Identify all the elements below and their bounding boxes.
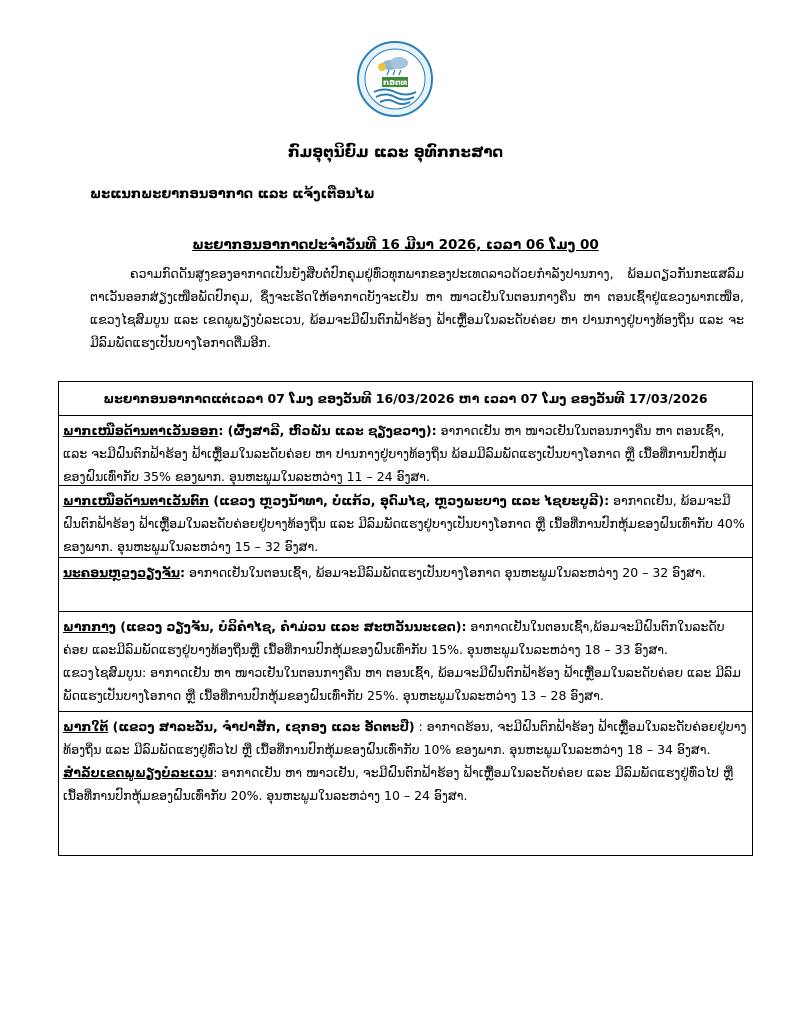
region-detail: : (ຜົ້ງສາລີ, ຫົວພັນ ແລະ ຊຽງຂວາງ):	[218, 423, 437, 438]
forecast-table	[58, 381, 753, 856]
forecast-row-central	[59, 612, 752, 712]
plateau-region-name: ສຳລັບເຂດພູພຽງບໍລະເວນ	[63, 765, 214, 780]
xaisomboun-forecast-text: ແຂວງໄຊສົມບູນ: ອາກາດເຢັນ ຫາ ໜາວເຢັນໃນຕອນກາງຄືນ ຫາ ຕອນເຊົ້າ, ພ້ອມຈະມີຝົນຕົກຟ້າຮ້ອງ ຟ້າເຫຼື້ອມໃນລະດັບຄ່ອຍ ແລະ ມີລົມພັດແຮງເປັນບາງໂອກາດ ຫຼື ເນື້ອທີ່ການປົກຫຸ້ມຂອງຝົນເທົ່າກັບ 25%. ອຸນຫະພູມໃນລະຫວ່າງ 13 – 28 ອົງສາ.	[63, 665, 741, 703]
region-name: ພາກເໜືອດ້ານຕາເວັນຕົກ	[63, 493, 210, 508]
region-detail: :	[180, 565, 185, 580]
forecast-row-south	[59, 712, 752, 852]
forecast-row-north-east	[59, 416, 752, 486]
region-name: ພາກເໜືອດ້ານຕາເວັນອອກ	[63, 423, 219, 438]
logo-emblem-icon	[356, 40, 434, 118]
plateau-forecast-text: : ອາກາດເຢັນ ຫາ ໜາວເຢັນ, ຈະມີຝົນຕົກຟ້າຮ້ອງ ຟ້າເຫຼື້ອມໃນລະດັບຄ່ອຍ ແລະ ມີລົມພັດແຮງຢູ່ທົ່ວໄປ ຫຼື ເນື້ອທີ່ການປົກຫຸ້ມຂອງຝົນເທົ່າກັບ 20%. ອຸນຫະພູມໃນລະຫວ່າງ 10 – 24 ອົງສາ.	[63, 765, 734, 803]
forecast-table-header: ພະຍາກອນອາກາດແຕ່ເວລາ 07 ໂມງ ຂອງວັນທີ 16/03/2026 ຫາ ເວລາ 07 ໂມງ ຂອງວັນທີ 17/03/2026	[59, 382, 752, 416]
region-forecast-text: ອາກາດເຢັນ ຫາ ໜາວເຢັນໃນຕອນກາງຄືນ ຫາ ຕອນເຊົ້າ, ແລະ ຈະມີຝົນຕົກຟ້າຮ້ອງ ຟ້າເຫຼື້ອມໃນລະດັບຄ່ອຍ ຫາ ປານກາງຢູ່ບາງທ້ອງຖິ່ນ ພ້ອມມີລົມພັດແຮງເປັນບາງໂອກາດ ຫຼື ເນື້ອທີ່ການປົກຫຸ້ມຂອງຝົນເທົ່າກັບ 35% ຂອງພາກ. ອຸນຫະພູມໃນລະຫວ່າງ 11 – 24 ອົງສາ.	[63, 423, 727, 484]
logo-text: ກອຕທ	[382, 78, 408, 87]
region-detail: (ແຂວງ ວຽງຈັນ, ບໍລິຄຳໄຊ, ຄຳມ່ວນ ແລະ ສະຫວັນນະເຂດ):	[115, 619, 467, 634]
region-forecast-text: ອາກາດເຢັນ, ພ້ອມຈະມີຝົນຕົກຟ້າຮ້ອງ ຟ້າເຫຼື້ອມໃນລະດັບຄ່ອຍຢູ່ບາງທ້ອງຖິ່ນ ແລະ ມີລົມພັດແຮງຢູ່ບາງເປັນບາງໂອກາດ ຫຼື ເນື້ອທີ່ການປົກຫຸ້ມຂອງຝົນເທົ່າກັບ 40% ຂອງພາກ. ອຸນຫະພູມໃນລະຫວ່າງ 15 – 32 ອົງສາ.	[63, 493, 745, 554]
forecast-row-vientiane-capital	[59, 558, 752, 612]
forecast-title: ພະຍາກອນອາກາດປະຈຳວັນທີ 16 ມີນາ 2026, ເວລາ 06 ໂມງ 00	[192, 237, 599, 253]
region-detail: (ແຂວງ ຫຼວງນ້ຳທາ, ບໍ່ແກ້ວ, ອຸດົມໄຊ, ຫຼວງພະບາງ ແລະ ໄຊຍະບູລີ):	[209, 493, 610, 508]
region-name: ພາກໃຕ້	[63, 719, 109, 734]
forecast-row-north-west	[59, 486, 752, 558]
department-logo	[356, 40, 434, 118]
region-detail: (ແຂວງ ສາລະວັນ, ຈຳປາສັກ, ເຊກອງ ແລະ ອັດຕະປື)	[108, 719, 415, 734]
department-name: ພະແນກພະຍາກອນອາກາດ ແລະ ແຈ້ງເຕືອນໄພ	[90, 187, 375, 202]
intro-paragraph: ຄວາມກົດດັນສູງຂອງອາກາດເປັນຍັງສືບຕໍ່ປົກຄຸມຢູ່ທົ່ວທຸກພາກຂອງປະເທດລາວດ້ວຍກຳລັງປານກາງ, ພ້ອມດຽວກັນກະແສລົມຕາເວັນອອກສ່ຽງເໜືອພັດປົກຄຸມ, ຊຶ່ງຈະເຮັດໃຫ້ອາກາດບັງຈະເຢັນ ຫາ ໜາວເຢັນໃນຕອນກາງຄືນ ຫາ ຕອນເຊົ້າຢູ່ແຂວງພາກເໜືອ, ແຂວງໄຊສົມບູນ ແລະ ເຂດພູພຽງບໍລະເວນ, ພ້ອມຈະມີຝົນຕົກຟ້າຮ້ອງ ຟ້າເຫຼື້ອມໃນລະດັບຄ່ອຍ ຫາ ປານກາງຢູ່ບາງທ້ອງຖິ່ນ ແລະ ຈະມີລົມພັດແຮງເປັນບາງໂອກາດຕື່ມອີກ.	[90, 266, 744, 350]
ministry-name: ກົມອຸຕຸນິຍົມ ແລະ ອຸທົກກະສາດ	[287, 143, 504, 161]
region-forecast-text: ອາກາດເຢັນໃນຕອນເຊົ້າ,ພ້ອມຈະມີຝົນຕົກໃນລະດັບຄ່ອຍ ແລະມີລົມພັດແຮງຢູ່ບາງທ້ອງຖິ່ນຫຼື ເນື້ອທີ່ການປົກຫຸ້ມຂອງຝົນເທົ່າກັບ 15%. ອຸນຫະພູມໃນລະຫວ່າງ 18 – 33 ອົງສາ.	[63, 619, 725, 657]
region-forecast-text: : ອາກາດຮ້ອນ, ຈະມີຝົນຕົກຟ້າຮ້ອງ ຟ້າເຫຼື້ອມໃນລະດັບຄ່ອຍຢູ່ບາງທ້ອງຖິ່ນ ແລະ ມີລົມພັດແຮງຢູ່ທົ່ວໄປ ຫຼື ເນື້ອທີ່ການປົກຫຸ້ມຂອງຝົນເທົ່າກັບ 10% ຂອງພາກ. ອຸນຫະພູມໃນລະຫວ່າງ 18 – 34 ອົງສາ.	[63, 719, 747, 757]
region-forecast-text: ອາກາດເຢັນໃນຕອນເຊົ້າ, ພ້ອມຈະມີລົມພັດແຮງເປັນບາງໂອກາດ ອຸນຫະພູມໃນລະຫວ່າງ 20 – 32 ອົງສາ.	[185, 565, 706, 580]
region-name: ນະຄອນຫຼວງວຽງຈັນ	[63, 565, 180, 580]
region-name: ພາກກາງ	[63, 619, 116, 634]
